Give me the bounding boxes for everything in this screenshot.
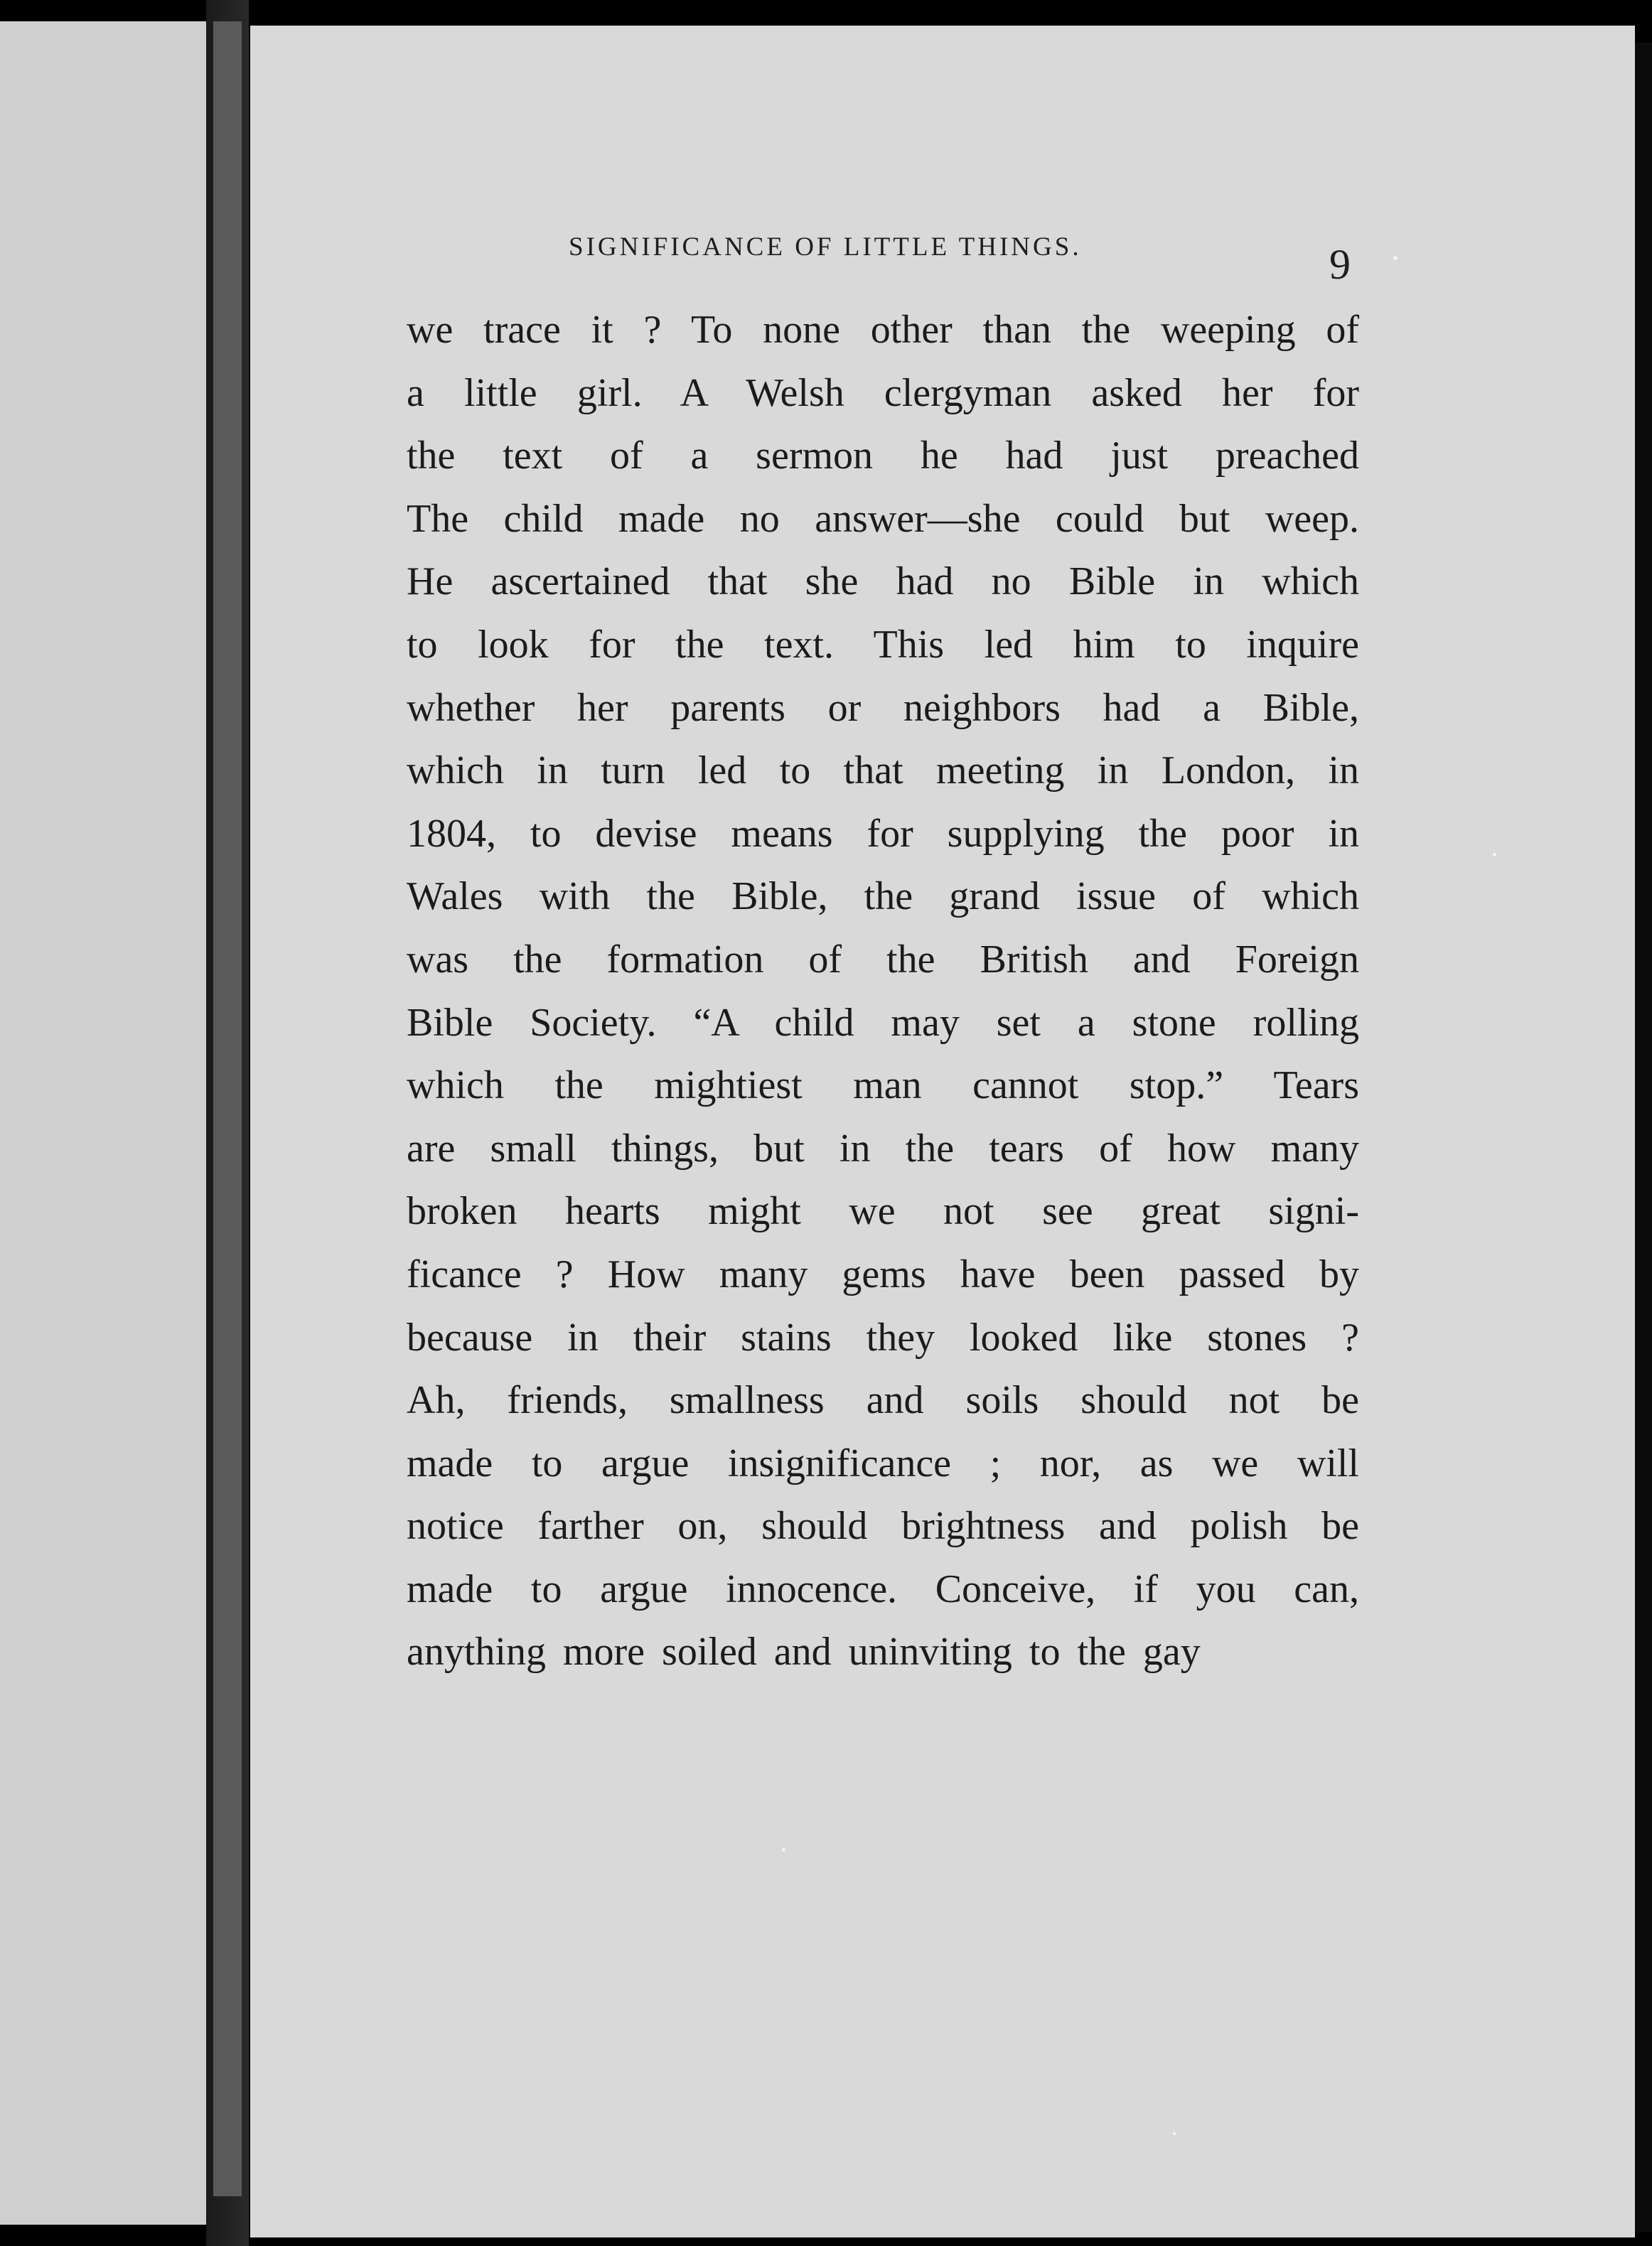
text-line: whether her parents or neighbors had a Bible, <box>407 685 1359 730</box>
scan-speck <box>1493 853 1496 856</box>
text-line: anything more soiled and uninviting to the gay <box>407 1630 1201 1675</box>
scan-speck <box>1173 2132 1176 2135</box>
body-text <box>407 299 1359 1684</box>
text-line: The child made no answer—she could but weep. <box>407 496 1359 541</box>
facing-page-fragment <box>0 21 213 2225</box>
text-line: to look for the text. This led him to inquire <box>407 622 1359 667</box>
text-line: we trace it ? To none other than the weeping of <box>407 308 1359 352</box>
text-line: which the mightiest man cannot stop.” Tears <box>407 1063 1359 1108</box>
text-line: Ah, friends, smallness and soils should not be <box>407 1378 1359 1423</box>
text-line: made to argue innocence. Conceive, if you can, <box>407 1567 1359 1611</box>
text-line: the text of a sermon he had just preached <box>407 434 1359 478</box>
text-line: made to argue insignificance ; nor, as we will <box>407 1441 1359 1485</box>
text-line: Bible Society. “A child may set a stone rolling <box>407 1000 1359 1045</box>
scan-speck <box>782 1848 785 1852</box>
text-line: He ascertained that she had no Bible in which <box>407 559 1359 604</box>
gutter-strip <box>213 21 242 2196</box>
text-line: because in their stains they looked like stones ? <box>407 1315 1359 1360</box>
text-line: broken hearts might we not see great signi- <box>407 1189 1359 1234</box>
text-line: are small things, but in the tears of how many <box>407 1126 1359 1171</box>
text-line: ficance ? How many gems have been passed by <box>407 1252 1359 1296</box>
page-number: 9 <box>1329 241 1351 288</box>
page-edge-shadow <box>1635 43 1652 2232</box>
text-line: Wales with the Bible, the grand issue of which <box>407 874 1359 919</box>
text-line: notice farther on, should brightness and polish be <box>407 1504 1359 1549</box>
running-head: SIGNIFICANCE OF LITTLE THINGS. <box>569 232 1082 262</box>
text-line: 1804, to devise means for supplying the poor in <box>407 811 1359 856</box>
text-line: a little girl. A Welsh clergyman asked her for <box>407 370 1359 415</box>
text-line: was the formation of the British and Foreign <box>407 937 1359 982</box>
scan-speck <box>1393 256 1398 260</box>
text-line: which in turn led to that meeting in London, in <box>407 748 1359 793</box>
